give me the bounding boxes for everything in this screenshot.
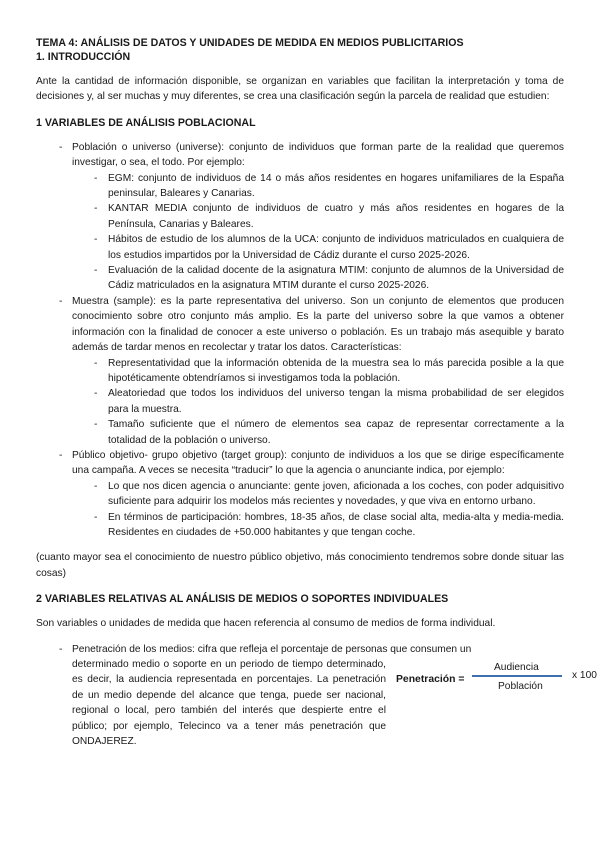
list-item: - Tamaño suficiente que el número de elementos sea capaz de representar correctamente a la totalidad de la población o universo. [108,417,564,448]
muestra-characteristics [72,356,564,448]
list-item: - Aleatoriedad que todos los individuos del universo tengan la misma probabilidad de ser elegidos para la muestra. [108,386,564,417]
document-title: TEMA 4: ANÁLISIS DE DATOS Y UNIDADES DE MEDIDA EN MEDIOS PUBLICITARIOS [36,37,464,49]
poblacion-examples [72,171,564,294]
list-item-poblacion [72,140,564,294]
penetracion-text: determinado medio o soporte en un periodo de tiempo determinado, es decir, la audiencia representada en porcentajes. La penetración de un medio depende del alcance que tenga, puede ser nacional, regional o local, pero también del interés que despierte entre el público; por ejemplo, Telecinco va a tener más penetración que ONDAJEREZ. [72,659,386,748]
penetration-formula [394,660,600,710]
list-item: - Hábitos de estudio de los alumnos de la UCA: conjunto de individuos matriculados en cualquiera de los estudios impartidos por la Universidad de Cádiz durante el curso 2025-2026. [108,232,564,263]
section-heading-population: 1 VARIABLES DE ANÁLISIS POBLACIONAL [36,116,256,129]
fraction-line [472,675,562,677]
penetracion-first-line: - Penetración de los medios: cifra que refleja el porcentaje de personas que consumen un [72,643,472,655]
media-intro-paragraph: Son variables o unidades de medida que hacen referencia al consumo de medios de forma individual. [36,618,496,630]
section-heading-media: 2 VARIABLES RELATIVAS AL ANÁLISIS DE MEDIOS O SOPORTES INDIVIDUALES [36,593,449,606]
formula-label: Penetración = [396,673,465,685]
list-item-muestra [72,294,564,448]
list-item: - KANTAR MEDIA conjunto de individuos de cuatro y más años residentes en hogares de la Península, Canarias y Baleares. [108,201,564,232]
list-item: - EGM: conjunto de individuos de 14 o más años residentes en hogares unifamiliares de la España peninsular, Baleares y Canarias. [108,171,564,202]
list-item: - Representatividad que la información obtenida de la muestra sea lo más parecida posible a la que hipotéticamente obtendríamos si investigamos toda la población. [108,356,564,387]
target-audience-note: (cuanto mayor sea el conocimiento de nuestro público objetivo, más conocimiento tendremos sobre donde situar las cosas) [36,552,564,579]
muestra-text: Muestra (sample): es la parte representativa del universo. Son un conjunto de elementos que producen conocimiento sobre otro conjunto más amplio. Es la parte del universo sobre la que vamos a obtener información con la finalidad de conocer a este universo o población. Es un trabajo más asequible y barato además de tardar menos en recolectar y tratar los datos. Características: [72,295,564,354]
poblacion-text: Población o universo (universe): conjunto de individuos que forman parte de la realidad que queremos investigar, o sea, el todo. Por ejemplo: [72,141,564,169]
list-item: - En términos de participación: hombres, 18-35 años, de clase social alta, media-alta y media-media. Residentes en ciudades de +50.000 habitantes y que tengan coche. [108,510,564,541]
list-item-penetracion [72,642,597,750]
formula-multiplier: x 100 [572,669,597,681]
list-item: - Lo que nos dicen agencia o anunciante: gente joven, aficionada a los coches, con poder adquisitivo suficiente para adquirir los modelos más recientes y novedades, y que viva en entorno urbano. [108,479,564,510]
population-variables-list [36,140,564,541]
intro-paragraph: Ante la cantidad de información disponible, se organizan en variables que facilitan la interpretación y toma de decisiones y, al ser muchas y muy diferentes, se crea una clasificación según la parcela de realidad que estudien: [36,76,564,103]
publico-text: Público objetivo- grupo objetivo (target group): conjunto de individuos a los que se dirige específicamente una campaña. A veces se necesita “traducir” lo que la agencia o anunciante indica, por ejemplo: [72,449,564,477]
media-variables-list [36,642,597,750]
formula-denominator: Población [498,680,543,692]
list-item: - Evaluación de la calidad docente de la asignatura MTIM: conjunto de alumnos de la Universidad de Cádiz matriculados en la asignatura MTIM durante el curso 2025-2026. [108,263,564,294]
list-item-publico-objetivo [72,448,564,540]
formula-numerator: Audiencia [494,661,539,673]
publico-examples [72,479,564,541]
section-heading-introduction: 1. INTRODUCCIÓN [36,51,131,63]
